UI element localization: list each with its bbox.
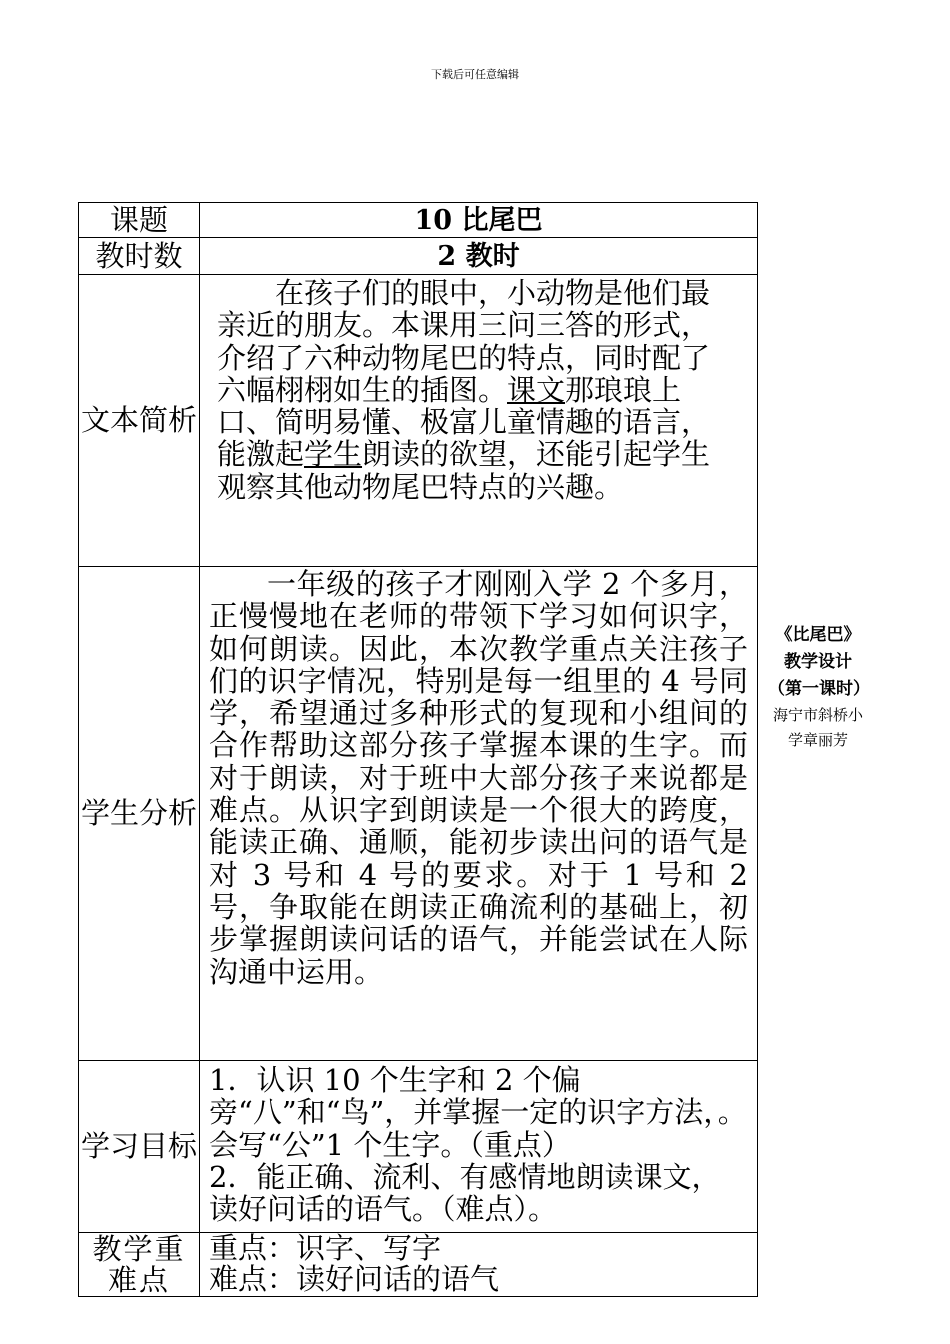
page-header: 下载后可任意编辑 (431, 68, 519, 81)
student-analysis-cell (200, 567, 758, 1061)
text-link-xuesheng[interactable]: 学生 (304, 437, 363, 472)
topic-value: 10 比尾巴 (200, 203, 758, 238)
text-analysis-part2: 那琅琅上口、简明易懂、极富儿童情趣的语言，能激起 (217, 372, 711, 472)
objective-item-2: 2．能正确、流利、有感情地朗读课文，读好问话的语气。（难点）。 (209, 1159, 721, 1227)
side-note-author: 海宁市斜桥小学章丽芳 (772, 706, 863, 749)
student-analysis-text: 一年级的孩子才刚刚入学 2 个多月，正慢慢地在老师的带领下学习如何识字，如何朗读。因此，本次教学重点关注孩子们的识字情况，特别是每一组里的 4 号同学，希望通过多种形式的复现和小组间的合作帮助这部分孩子掌握本课的生字。而对于朗读，对于班中大部分孩子来说都是难点。从识字到朗读是一个很大的跨度，能读正确、通顺，能初步读出问的语气是对 3 号和 4 号的要求。对于 1 号和 2 号，争取能在朗读正确流利的基础上，初步掌握朗读问话的语气，并能尝试在人际沟通中运用。 (209, 567, 748, 989)
objectives-label: 学习目标 (79, 1061, 200, 1233)
hours-label: 教时数 (79, 238, 200, 275)
key-points-cell (200, 1233, 758, 1297)
topic-label: 课题 (79, 203, 200, 238)
student-analysis-label: 学生分析 (79, 567, 200, 1061)
key-points-label: 教学重难点 (79, 1233, 200, 1297)
text-analysis-part1: 在孩子们的眼中，小动物是他们最亲近的朋友。本课用三问三答的形式，介绍了六种动物尾巴的特点，同时配了六幅栩栩如生的插图。 (217, 276, 711, 407)
side-note-title: 《比尾巴》教学设计（第一课时） (768, 625, 870, 699)
text-analysis-label: 文本简析 (79, 275, 200, 567)
objectives-cell (200, 1061, 758, 1233)
text-analysis-cell (200, 275, 758, 567)
side-note (768, 622, 868, 753)
table-row (79, 1061, 758, 1233)
key-point: 重点：识字、写字 (209, 1231, 442, 1265)
text-analysis-part3: 朗读的欲望，还能引起学生观察其他动物尾巴特点的兴趣。 (217, 437, 711, 504)
hours-value: 2 教时 (200, 238, 758, 275)
table-row (79, 203, 758, 238)
table-row (79, 567, 758, 1061)
table-row (79, 1233, 758, 1297)
table-row (79, 238, 758, 275)
lesson-plan-table (78, 202, 758, 1297)
text-link-kewen[interactable]: 课文 (507, 372, 566, 407)
objective-item-1: 1．认识 10 个生字和 2 个偏旁“八”和“鸟”，并掌握一定的识字方法，。会写“公”1 个生字。（重点） (209, 1063, 747, 1162)
text-analysis-paragraph (200, 275, 757, 503)
difficult-point: 难点：读好问话的语气 (209, 1262, 500, 1296)
table-row (79, 275, 758, 567)
